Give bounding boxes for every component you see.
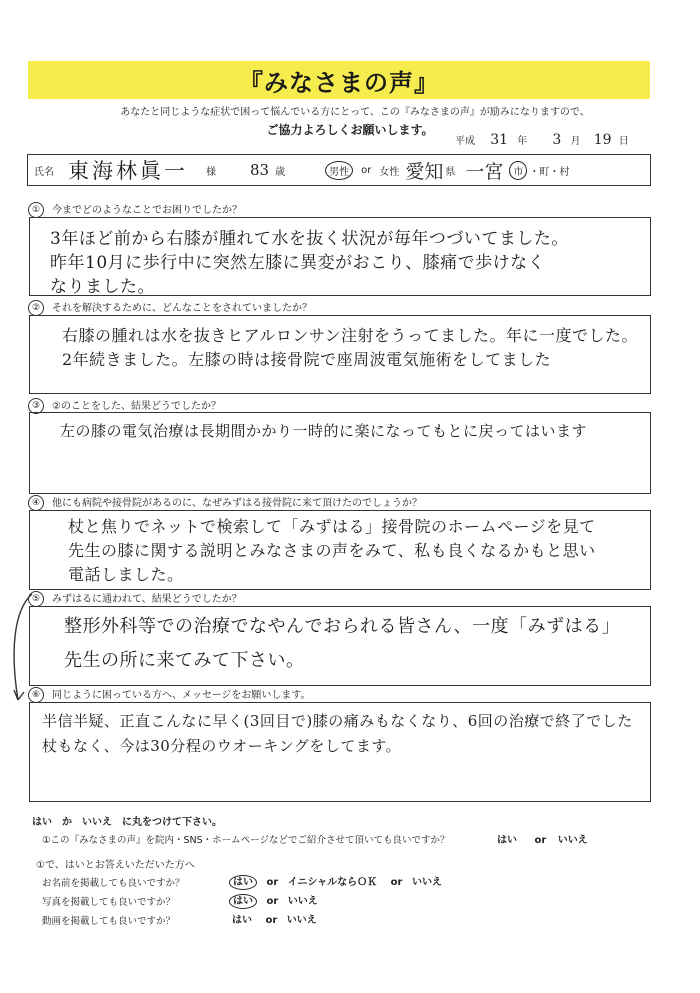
honorific: 様: [206, 166, 216, 178]
answer-line: 先生の所に来てみて下さい。: [64, 650, 305, 671]
name-yes-circled[interactable]: はい: [229, 875, 257, 890]
city-value: 一宮: [465, 160, 504, 183]
video-yes-option[interactable]: はい: [232, 915, 252, 926]
month-label: 月: [570, 136, 581, 147]
consent-item-name-label: お名前を掲載しても良いですか？: [42, 878, 185, 889]
city-type-options: ・町・村: [529, 166, 570, 178]
profile-row: [27, 154, 651, 186]
consent-item-photo-options: [229, 892, 318, 907]
consent-question-1: ①この『みなさまの声』を院内・SNS・ホームページなどでご紹介させて頂いても良いですか？: [42, 835, 450, 846]
q1-or: or: [534, 835, 547, 846]
name-label: 氏名: [34, 166, 54, 178]
month-value: 3: [552, 132, 562, 148]
answer-line: 右膝の腫れは水を抜きヒアルロンサン注射をうってました。年に一度でした。: [62, 326, 639, 345]
answer-line: 電話しました。: [68, 565, 184, 584]
answer-line: なりました。: [50, 277, 155, 297]
year-value: 31: [490, 132, 509, 148]
day-value: 19: [593, 132, 612, 148]
question-text: ②のことをした、結果どうでしたか？: [52, 401, 221, 412]
question-text: 同じように困っている方へ、メッセージをお願いします。: [52, 690, 311, 701]
question-number: ④: [28, 495, 44, 511]
consent-header: はい か いいえ に丸をつけて下さい。: [32, 817, 222, 828]
q1-no-option[interactable]: いいえ: [557, 835, 588, 846]
answer-line: 2年続きました。左膝の時は接骨院で座周波電気施術をしてました: [62, 350, 552, 369]
era-label: 平成: [455, 136, 475, 147]
request-text: ご協力よろしくお願いします。: [266, 123, 434, 137]
consent-item-name-options: [229, 873, 442, 888]
video-no-option[interactable]: いいえ: [286, 915, 317, 926]
q1-yes-option[interactable]: はい: [497, 835, 517, 846]
question-number: ⑥: [28, 687, 44, 703]
photo-or: or: [266, 896, 279, 907]
gender-male-circled[interactable]: 男性: [325, 161, 353, 180]
question-text: それを解決するために、どんなことをされていましたか？: [52, 303, 312, 314]
consent-item-video-options: [232, 911, 317, 926]
question-6: [28, 686, 311, 703]
question-number: ③: [28, 398, 44, 414]
question-number: ⑤: [28, 591, 44, 607]
answer-line: 半信半疑、正直こんなに早く(3回目で)膝の痛みもなくなり、6回の治療で終了でした: [42, 712, 633, 730]
answer-line: 杖と焦りでネットで検索して「みずはる」接骨院のホームページを見て: [68, 517, 596, 536]
gender-female[interactable]: 女性: [379, 166, 400, 178]
question-1: [28, 201, 242, 218]
video-or: or: [265, 915, 278, 926]
question-text: 今までどのようなことでお困りでしたか？: [52, 205, 242, 216]
question-number: ②: [28, 300, 44, 316]
name-value: 東海林眞一: [68, 159, 188, 183]
date-line: [455, 132, 629, 154]
answer-line: 3年ほど前から右膝が腫れて水を抜く状況が毎年つづいてました。: [50, 229, 569, 249]
photo-yes-circled[interactable]: はい: [229, 894, 257, 909]
prefecture-value: 愛知: [405, 160, 444, 183]
photo-no-option[interactable]: いいえ: [287, 896, 318, 907]
page-title: 『みなさまの声』: [239, 68, 439, 97]
question-number: ①: [28, 202, 44, 218]
name-initial-option[interactable]: イニシャルならＯＫ: [287, 877, 378, 888]
year-label: 年: [517, 136, 528, 147]
name-no-option[interactable]: いいえ: [411, 877, 442, 888]
age-label: 歳: [275, 166, 286, 178]
consent-item-photo-label: 写真を掲載しても良いですか？: [42, 897, 176, 908]
title-banner: [28, 61, 650, 99]
day-label: 日: [618, 136, 629, 147]
question-text: みずはるに通われて、結果どうでしたか？: [52, 594, 242, 605]
answer-line: 左の膝の電気治療は長期間かかり一時的に楽になってもとに戻ってはいます: [60, 422, 588, 440]
consent-sub-header: ①で、はいとお答えいただいた方へ: [36, 860, 195, 871]
question-text: 他にも病院や接骨院があるのに、なぜみずはる接骨院に来て頂けたのでしょうか？: [52, 498, 422, 509]
answer-line: 先生の膝に関する説明とみなさまの声をみて、私も良くなるかもと思い: [68, 541, 596, 560]
name-or: or: [266, 877, 279, 888]
age-value: 83: [250, 161, 270, 179]
question-5: [28, 590, 242, 607]
answer-line: 昨年10月に歩行中に突然左膝に異変がおこり、膝痛で歩けなく: [50, 253, 546, 273]
city-type-circled[interactable]: 市: [509, 161, 527, 180]
answer-line: 整形外科等での治療でなやんでおられる皆さん、一度「みずはる」: [64, 616, 621, 637]
prefecture-label: 県: [445, 166, 456, 178]
answer-line: 杖もなく、今は30分程のウオーキングをしてます。: [42, 737, 402, 755]
question-4: [28, 494, 422, 511]
question-2: [28, 299, 312, 316]
gender-or: or: [361, 164, 372, 176]
consent-item-video-label: 動画を掲載しても良いですか？: [42, 916, 176, 927]
consent-q1-options: [497, 831, 588, 846]
intro-text: あなたと同じような症状で困って悩んでいる方にとって、この『みなさまの声』が励みになりますので、: [120, 107, 590, 118]
name-or-2: or: [390, 877, 403, 888]
